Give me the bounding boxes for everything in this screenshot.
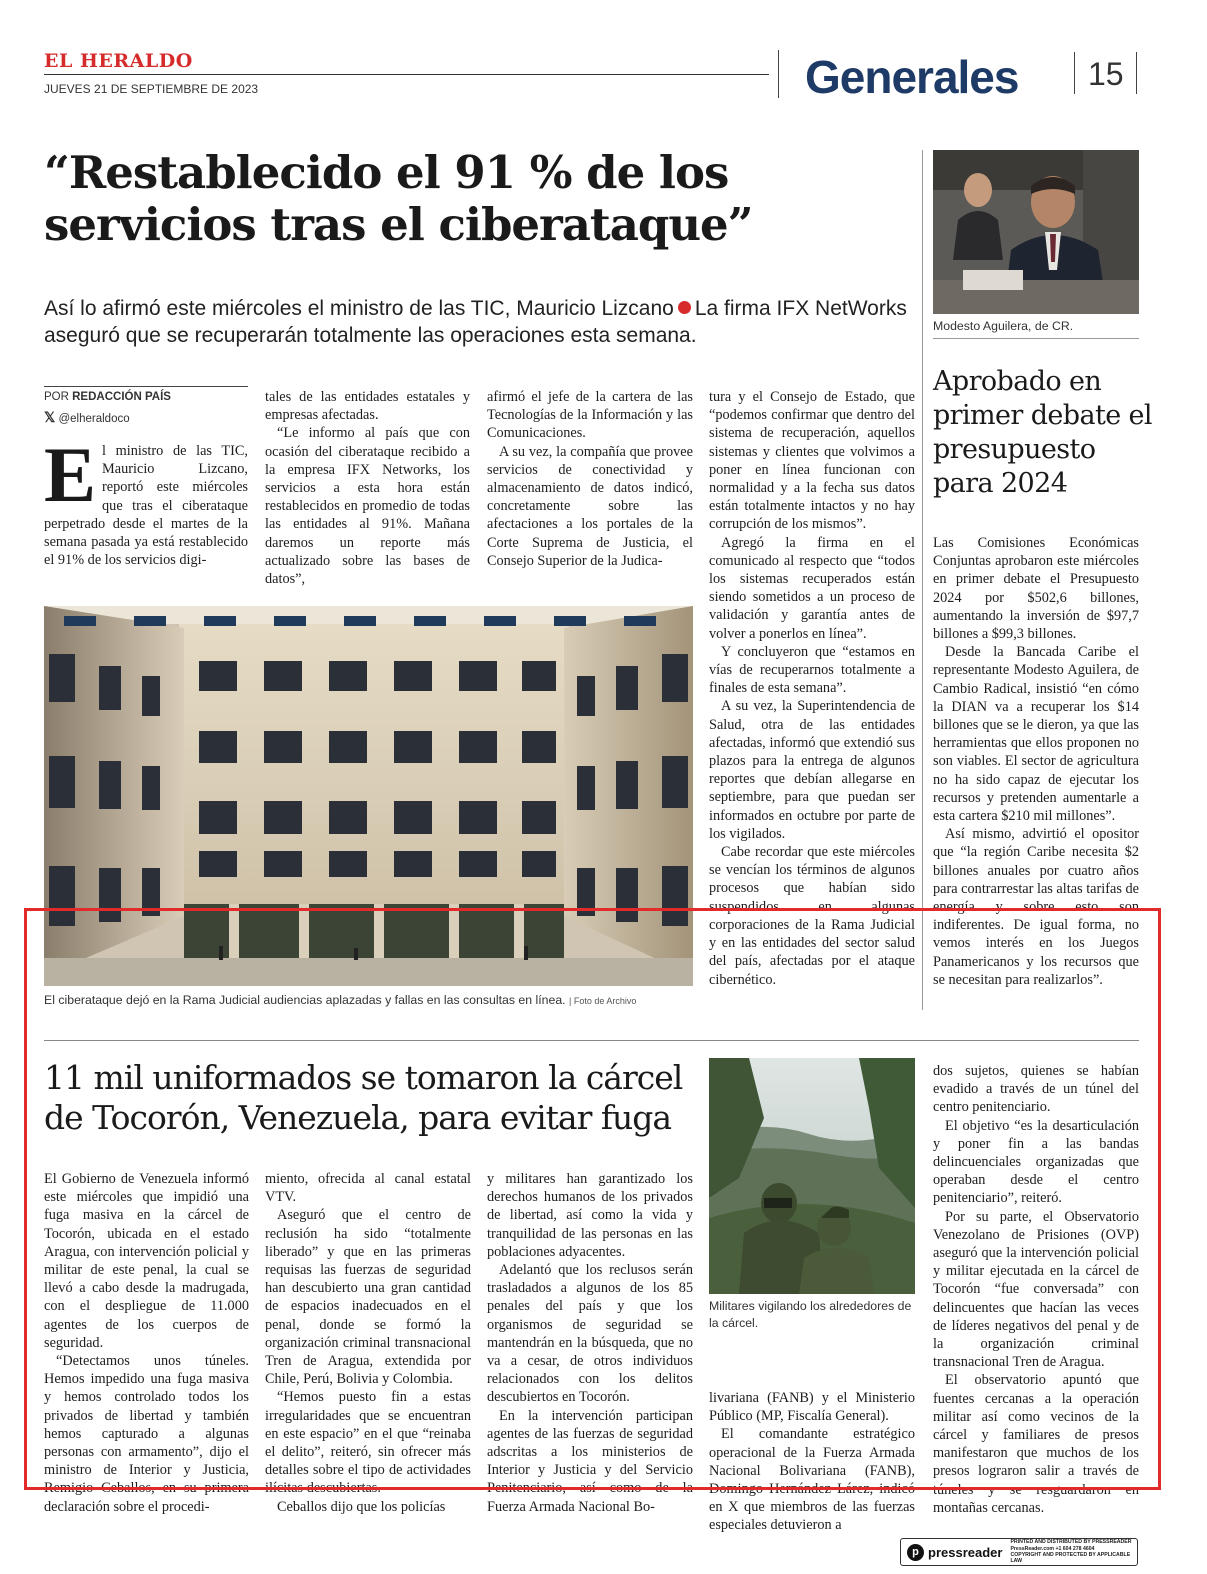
paragraph: El observatorio apuntó que fuentes cercanas a la operación militar así como vecinos de la cárcel y familiares de presos manifestaron que muchos de los presos lograron salir a través de túneles y se resguardaron en montañas cercanas.	[933, 1372, 1139, 1516]
deck-part-1: Así lo afirmó este miércoles el ministro de las TIC, Mauricio Lizcano	[44, 297, 674, 320]
main-col-3	[487, 388, 693, 570]
paragraph: A su vez, la compañía que provee servicios de conectividad y almacenamiento de datos indicó, concretamente sobre las afectaciones a los portales de la Corte Suprema de Justicia, el Consejo Superior de la Judica-	[487, 443, 693, 569]
main-col-1	[44, 431, 248, 569]
paragraph: Agregó la firma en el comunicado al respecto que “todos los sistemas recuperados están siendo sometidos a un proceso de validación y garantía antes de volver a ponerlos en línea”.	[709, 534, 915, 642]
main-col-2	[265, 388, 470, 588]
pressreader-p-icon: p	[907, 1544, 924, 1561]
paragraph: tales de las entidades estatales y empresas afectadas.	[265, 389, 470, 424]
paragraph: El objetivo “es la desarticulación y poner fin a las bandas delincuenciales organizadas que operaban desde el centro penitenciario”, reiteró.	[933, 1117, 1139, 1207]
paragraph: En la intervención participan agentes de las fuerzas de seguridad adscritas a los ministerios de Interior y Justicia y del Servicio Penitenciario, así como de la Fuerza Armada Nacional Bo-	[487, 1407, 693, 1515]
soldiers-photo-caption: Militares vigilando los alrededores de la cárcel.	[709, 1299, 912, 1330]
main-deck	[44, 295, 914, 349]
masthead-divider	[778, 50, 779, 98]
paragraph: livariana (FANB) y el Ministerio Público (MP, Fiscalía General).	[709, 1390, 915, 1425]
paragraph: El comandante estratégico operacional de la Fuerza Armada Nacional Bolivariana (FANB), Domingo Hernández Lárez, indicó en X que miembros de las fuerzas especiales detuvieron a	[709, 1426, 915, 1534]
paragraph: “Le informo al país que con ocasión del ciberataque recibido a la empresa IFX Networks, los servicios a esta hora están restablecidos en promedio de todas las entidades al 91%. Mañana daremos un reporte más actualizado sobre las bases de datos”,	[265, 425, 470, 588]
paragraph: afirmó el jefe de la cartera de las Tecnologías de la Información y las Comunicaciones.	[487, 389, 693, 442]
side-rule	[933, 338, 1139, 339]
paragraph: Las Comisiones Económicas Conjuntas aprobaron este miércoles en primer debate el Presupuesto 2024 por $502,6 billones, aumentando la inversión de $97,7 billones a $99,3 billones.	[933, 535, 1139, 643]
section-title: Generales	[805, 51, 1019, 103]
pageno-divider-right	[1136, 52, 1137, 94]
side-column-rule	[922, 150, 923, 1010]
paragraph: miento, ofrecida al canal estatal VTV.	[265, 1171, 471, 1206]
masthead-rule	[44, 74, 769, 75]
main-headline: “Restablecido el 91 % de los servicios tras el ciberataque”	[44, 146, 753, 251]
social-handle	[44, 409, 130, 426]
paragraph: tura y el Consejo de Estado, que “podemos confirmar que dentro del sistema de recuperación, aquellos sistemas y clientes que volvimos a poner en línea funcionan con normalidad y a la fecha sus datos están totalmente intactos y no hay corrupción de los mismos”.	[709, 389, 915, 533]
bullet-dot-icon	[678, 301, 691, 314]
notice-line: COPYRIGHT AND PROTECTED BY APPLICABLE LAW	[1010, 1552, 1131, 1565]
paragraph: El Gobierno de Venezuela informó este miércoles que impidió una fuga masiva en la cárcel de Tocorón, ubicada en el estado Aragua, con intervención policial y militar de este penal, la cual se llevó a cabo desde la madrugada, con el despliegue de 11.000 agentes de los cuerpos de seguridad.	[44, 1171, 249, 1351]
byline	[44, 391, 171, 403]
legislator-illustration	[933, 150, 1139, 314]
second-headline: 11 mil uniformados se tomaron la cárcel de Tocorón, Venezuela, para evitar fuga	[44, 1058, 683, 1137]
paragraph: Cabe recordar que este miércoles se vencían los términos de algunos procesos que habían sido suspendidos en algunas corporaciones de la Rama Judicial y en las entidades del sector salud del país, afectadas por el ataque cibernético.	[709, 844, 915, 988]
handle-text: @elheraldoco	[58, 413, 130, 425]
caption-text: El ciberataque dejó en la Rama Judicial audiencias aplazadas y fallas en las consultas en línea.	[44, 993, 566, 1007]
legislator-photo	[933, 150, 1139, 314]
paragraph: “Hemos puesto fin a estas irregularidades que se encuentran en este espacio” en el que “reinaba el delito”, reiteró, sin ofrecer más detalles sobre el tipo de actividades ilícitas descubiertas.	[265, 1389, 471, 1497]
main-col-4	[709, 388, 915, 989]
page-number: 15	[1088, 56, 1124, 92]
paragraph: A su vez, la Superintendencia de Salud, otra de las entidades afectadas, informó que extendió sus plazos para la entrega de algunos reportes que debían allegarse en septiembre, para que puedan ser informados en octubre por parte de los vigilados.	[709, 698, 915, 842]
paragraph: Adelantó que los reclusos serán trasladados a algunos de los 85 penales del país y que los organismos de seguridad se mantendrán en la búsqueda, que no va a cesar, de otros individuos relacionados con los delitos descubiertos en Tocorón.	[487, 1262, 693, 1406]
byline-name: REDACCIÓN PAÍS	[72, 391, 171, 403]
byline-prefix: POR	[44, 391, 73, 403]
paragraph: Así mismo, advirtió el opositor que “la región Caribe necesita $2 billones anuales por cuatro años para contrarrestar las altas tarifas de energía y sobre esto son indiferentes. De igual forma, no vemos interés en los Juegos Panamericanos y los recursos que se necesitan para realizarlos”.	[933, 826, 1139, 988]
paragraph: Por su parte, el Observatorio Venezolano de Prisiones (OVP) aseguró que la intervención policial y militar ejecutada en la cárcel de Tocorón “fue conversada” con delincuentes que hacían las veces de líderes negativos del penal y de la organización criminal transnacional Tren de Aragua.	[933, 1208, 1139, 1371]
pressreader-badge	[900, 1538, 1138, 1566]
dropcap: E	[44, 431, 97, 518]
photo-credit: | Foto de Archivo	[569, 996, 637, 1006]
deck-part-2: La firma IFX NetWorks aseguró que se recuperarán totalmente las operaciones esta semana.	[44, 297, 907, 347]
byline-rule	[44, 386, 248, 387]
paragraph: “Detectamos unos túneles. Hemos impedido una fuga masiva y hemos controlado todos los privados de libertad y también hemos capturado a algunas personas con armamento”, dijo el ministro de Interior y Justicia, Remigio Ceballos, en su primera declaración sobre el procedi-	[44, 1353, 249, 1515]
pageno-divider-left	[1074, 52, 1075, 94]
paragraph: dos sujetos, quienes se habían evadido a través de un túnel del centro penitenciario.	[933, 1063, 1139, 1116]
main-col1-p: l ministro de las TIC, Mauricio Lizcano, reportó este miércoles que tras el ciberataque perpetrado desde el martes de la semana pasada ya está restablecido el 91% de los servicios digi-	[44, 443, 248, 569]
legislator-photo-caption: Modesto Aguilera, de CR.	[933, 319, 1074, 333]
paragraph: Desde la Bancada Caribe el representante Modesto Aguilera, de Cambio Radical, insistió “en cómo la DIAN va a recuperar los $14 billones que se le dieron, ya que las herramientas que ellos proponen no son viables. El sector de agricultura no ha sido capaz de ejecutar los recursos y pretenden aumentarle a esta cartera $210 mil millones”.	[933, 644, 1139, 825]
paragraph: Y concluyeron que “estamos en vías de recuperarnos totalmente a finales de esta semana”.	[709, 643, 915, 697]
x-logo-icon: 𝕏	[44, 409, 56, 425]
notice-line: PRINTED AND DISTRIBUTED BY PRESSREADER	[1010, 1539, 1132, 1546]
notice-line: PressReader.com +1 604 278 4604	[1010, 1545, 1095, 1552]
paragraph: y militares han garantizado los derechos humanos de los privados de libertad, así como la vida y tranquilidad de las personas en las poblaciones adyacentes.	[487, 1171, 693, 1260]
pressreader-logo-text: pressreader	[928, 1544, 1003, 1560]
pressreader-logo	[907, 1544, 1002, 1561]
paragraph: Ceballos dijo que los policías	[277, 1498, 446, 1515]
paragraph: Aseguró que el centro de reclusión ha sido “totalmente liberado” y que en las primeras requisas las fuerzas de seguridad han descubierto una gran cantidad de espacios inadecuados en el penal, donde se formó la organización criminal transnacional Tren de Aragua, extendida por Chile, Perú, Bolivia y Colombia.	[265, 1207, 471, 1388]
masthead-brand: EL HERALDO	[44, 50, 193, 72]
pressreader-notice	[1010, 1539, 1137, 1564]
highlight-box	[24, 908, 1161, 1490]
side-headline: Aprobado en primer debate el presupuesto para 2024	[933, 366, 1152, 499]
masthead-date: JUEVES 21 DE SEPTIEMBRE DE 2023	[44, 82, 259, 96]
